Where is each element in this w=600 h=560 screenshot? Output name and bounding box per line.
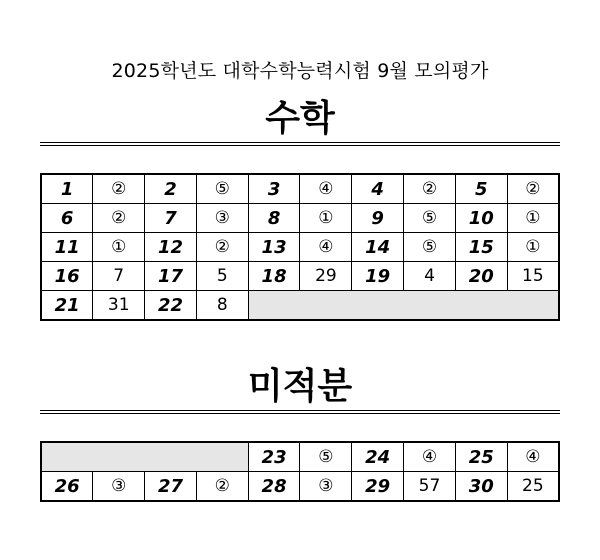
answer-row (41, 204, 559, 233)
answer-row (41, 442, 559, 472)
question-number: 24 (352, 442, 404, 472)
answer-value: 31 (93, 291, 145, 321)
question-number: 18 (248, 262, 300, 291)
question-number: 17 (145, 262, 197, 291)
answer-value: ⑤ (404, 204, 456, 233)
answer-row (41, 233, 559, 262)
answer-value: 25 (507, 472, 559, 502)
answer-value: ② (93, 204, 145, 233)
answer-value: 57 (404, 472, 456, 502)
question-number: 19 (352, 262, 404, 291)
answer-value: ① (507, 204, 559, 233)
answer-value: ⑤ (300, 442, 352, 472)
question-number: 5 (455, 174, 507, 204)
question-number: 1 (41, 174, 93, 204)
question-number: 12 (145, 233, 197, 262)
answer-value: ① (300, 204, 352, 233)
answer-value: 29 (300, 262, 352, 291)
question-number: 14 (352, 233, 404, 262)
answer-value: ② (196, 472, 248, 502)
answer-value: ④ (300, 174, 352, 204)
question-number: 7 (145, 204, 197, 233)
question-number: 25 (455, 442, 507, 472)
answer-value: ② (404, 174, 456, 204)
question-number: 2 (145, 174, 197, 204)
answer-value: 15 (507, 262, 559, 291)
question-number: 22 (145, 291, 197, 321)
answer-table-elective (40, 441, 560, 502)
blank-cell (41, 442, 248, 472)
question-number: 23 (248, 442, 300, 472)
question-number: 27 (145, 472, 197, 502)
question-number: 11 (41, 233, 93, 262)
question-number: 21 (41, 291, 93, 321)
question-number: 4 (352, 174, 404, 204)
answer-value: ② (196, 233, 248, 262)
answer-value: ⑤ (404, 233, 456, 262)
question-number: 30 (455, 472, 507, 502)
question-number: 13 (248, 233, 300, 262)
answer-row (41, 262, 559, 291)
question-number: 20 (455, 262, 507, 291)
question-number: 6 (41, 204, 93, 233)
question-number: 26 (41, 472, 93, 502)
question-number: 29 (352, 472, 404, 502)
question-number: 16 (41, 262, 93, 291)
question-number: 28 (248, 472, 300, 502)
question-number: 10 (455, 204, 507, 233)
answer-value: 7 (93, 262, 145, 291)
answer-value: ③ (300, 472, 352, 502)
answer-table-common (40, 173, 560, 321)
answer-row (41, 472, 559, 502)
exam-title: 2025학년도 대학수학능력시험 9월 모의평가 (111, 60, 489, 82)
answer-value: ⑤ (196, 174, 248, 204)
question-number: 8 (248, 204, 300, 233)
question-number: 15 (455, 233, 507, 262)
answer-row (41, 174, 559, 204)
answer-value: 8 (196, 291, 248, 321)
answer-value: ① (93, 233, 145, 262)
question-number: 9 (352, 204, 404, 233)
answer-value: ③ (93, 472, 145, 502)
title-divider-math (40, 142, 560, 146)
title-divider-calculus (40, 410, 560, 414)
answer-value: ② (93, 174, 145, 204)
answer-value: ④ (507, 442, 559, 472)
blank-cell (248, 291, 559, 321)
answer-value: ③ (196, 204, 248, 233)
answer-value: 5 (196, 262, 248, 291)
answer-value: ④ (404, 442, 456, 472)
question-number: 3 (248, 174, 300, 204)
answer-value: 4 (404, 262, 456, 291)
answer-value: ④ (300, 233, 352, 262)
subject-title-calculus: 미적분 (247, 366, 353, 407)
answer-value: ② (507, 174, 559, 204)
subject-title-math: 수학 (265, 98, 335, 139)
answer-row (41, 291, 559, 321)
answer-value: ① (507, 233, 559, 262)
